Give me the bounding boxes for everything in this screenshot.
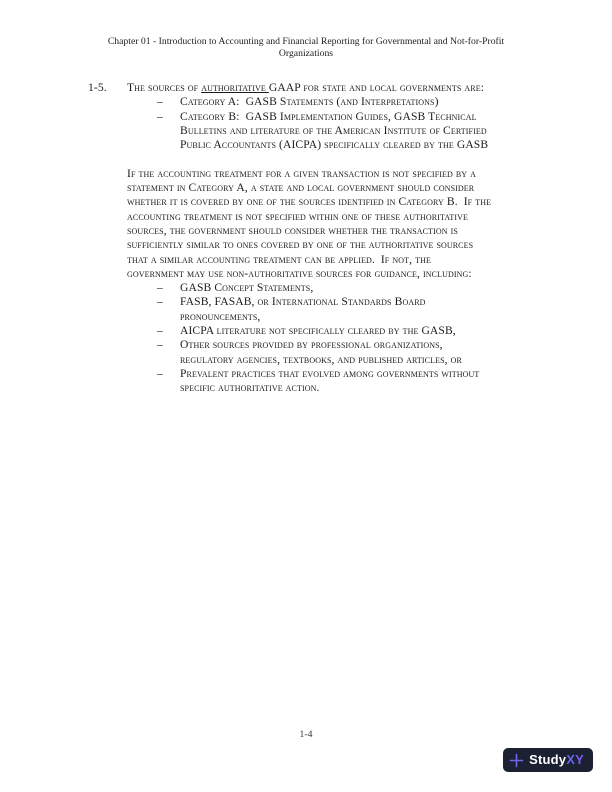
category-bullet-b (157, 110, 612, 153)
guidance-bullet-fasb (157, 295, 612, 324)
bullet-line: FASB, FASAB, or International Standards Board (180, 295, 426, 309)
bullet-dash: – (157, 366, 163, 380)
page-number: 1-4 (299, 729, 313, 740)
bullet-dash: – (157, 95, 163, 109)
guidance-bullet-prevalent-practices (157, 367, 612, 396)
brand-wordmark (529, 751, 584, 769)
bullet-text (180, 110, 488, 153)
bullet-dash: – (157, 295, 163, 309)
page-header (0, 36, 612, 59)
problem-body (88, 81, 612, 396)
lead-pre: The sources of (127, 81, 202, 94)
bullet-line: AICPA literature not specifically cleared by the GASB, (180, 324, 456, 338)
guidance-bullet-gasb-concepts (157, 281, 612, 295)
paragraph-line: that a similar accounting treatment can be applied. If not, the (127, 252, 431, 266)
category-bullet-a (157, 95, 612, 109)
bullet-text (180, 281, 313, 295)
paragraph-line: sources, the government should consider whether the transaction is (127, 223, 458, 237)
guidance-bullet-other-sources (157, 338, 612, 367)
bullet-line: Bulletins and literature of the American Institute of Certified (180, 123, 487, 137)
bullet-line: Category A: GASB Statements (and Interpretations) (180, 95, 439, 109)
problem-lead-text (127, 81, 484, 95)
bullet-text (180, 367, 479, 396)
lead-post: GAAP for state and local governments are: (268, 81, 485, 94)
paragraph-line: government may use non-authoritative sources for guidance, including: (127, 266, 472, 280)
guidance-bullet-aicpa (157, 324, 612, 338)
header-line-2: Organizations (278, 47, 334, 59)
bullet-dash: – (157, 281, 163, 295)
paragraph-line: statement in Category A, a state and local government should consider (127, 181, 475, 195)
explanation-paragraph (127, 167, 612, 281)
plus-icon (509, 753, 524, 768)
bullet-text (180, 324, 456, 338)
header-line-1: Chapter 01 - Introduction to Accounting and Financial Reporting for Governmental and Not-for-Profit (107, 36, 505, 47)
brand-xy-text: XY (566, 752, 584, 767)
bullet-line: pronouncements, (180, 309, 261, 323)
paragraph-line: accounting treatment is not specified within one of these authoritative (127, 209, 468, 223)
bullet-line: regulatory agencies, textbooks, and published articles, or (180, 352, 462, 366)
bullet-line: Category B: GASB Implementation Guides, GASB Technical (180, 109, 477, 123)
lead-underlined-word: authoritative (201, 81, 269, 94)
bullet-line: specific authoritative action. (180, 381, 320, 395)
bullet-line: Other sources provided by professional organizations, (180, 338, 443, 352)
bullet-line: GASB Concept Statements, (180, 281, 314, 295)
bullet-text (180, 95, 439, 109)
bullet-line: Public Accountants (AICPA) specifically cleared by the GASB (180, 138, 489, 152)
studyxy-logo-badge[interactable] (503, 748, 593, 772)
brand-study-text: Study (529, 752, 567, 767)
bullet-dash: – (157, 109, 163, 123)
bullet-text (180, 338, 462, 367)
bullet-dash: – (157, 338, 163, 352)
paragraph-line: If the accounting treatment for a given transaction is not specified by a (127, 166, 477, 180)
bullet-line: Prevalent practices that evolved among governments without (180, 366, 480, 380)
paragraph-line: whether it is covered by one of the sources identified in Category B. If the (127, 195, 492, 209)
bullet-dash: – (157, 324, 163, 338)
bullet-text (180, 295, 426, 324)
problem-number: 1-5. (88, 81, 107, 94)
paragraph-line: sufficiently similar to ones covered by one of the authoritative sources (127, 238, 474, 252)
problem-lead-row (88, 81, 612, 95)
